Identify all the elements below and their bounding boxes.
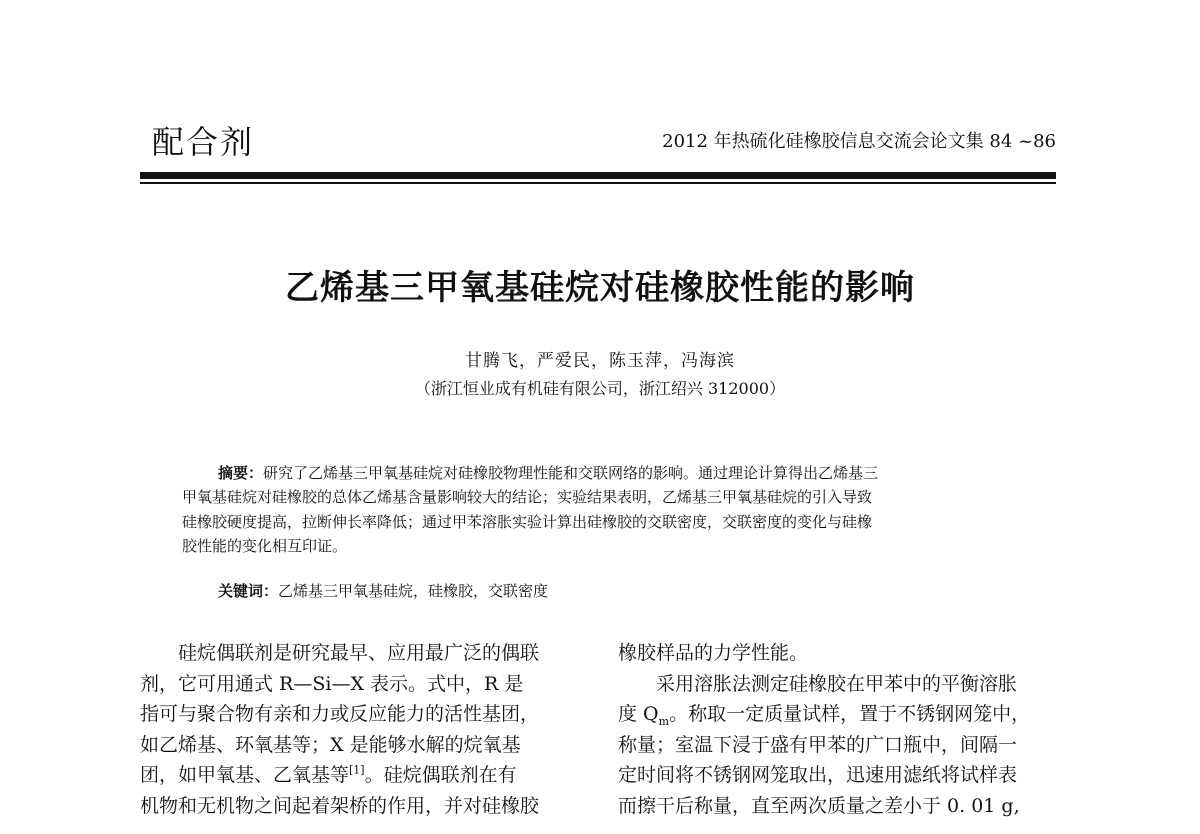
body-line: 称量；室温下浸于盛有甲苯的广口瓶中，间隔一: [618, 733, 1018, 756]
abstract: [182, 461, 1020, 558]
body-line: 如乙烯基、环氧基等；X 是能够水解的烷氧基: [140, 733, 521, 756]
header-rule-thin: [140, 182, 1056, 184]
abstract-line: [182, 461, 1020, 485]
keywords-text: 乙烯基三甲氧基硅烷，硅橡胶，交联密度: [278, 582, 549, 600]
body-column-left: [140, 638, 580, 821]
journal-citation: 2012 年热硫化硅橡胶信息交流会论文集 84 ~86: [662, 131, 1056, 152]
body-line: [140, 760, 580, 791]
abstract-text: 研究了乙烯基三甲氧基硅烷对硅橡胶物理性能和交联网络的影响。通过理论计算得出乙烯基三: [263, 464, 879, 482]
body-line: 指可与聚合物有亲和力或反应能力的活性基团，: [140, 703, 540, 725]
body-text: 度 Q: [618, 703, 659, 725]
citation-ref: [1]: [349, 763, 365, 777]
body-line: 采用溶胀法测定硅橡胶在甲苯中的平衡溶胀: [656, 672, 1018, 695]
body-line: 硅烷偶联剂是研究最早、应用最广泛的偶联: [178, 642, 540, 664]
abstract-line: 甲氧基硅烷对硅橡胶的总体乙烯基含量影响较大的结论；实验结果表明，乙烯基三甲氧基硅烷的引入导致: [182, 488, 873, 507]
keywords: [218, 579, 548, 603]
header-rule-thick: [140, 172, 1056, 179]
body-line: 而擦干后称量，直至两次质量之差小于 0. 01 g,: [618, 794, 1020, 817]
body-text: 。称取一定质量试样，置于不锈钢网笼中，: [669, 703, 1031, 725]
body-line: 机物和无机物之间起着架桥的作用，并对硅橡胶: [140, 794, 540, 817]
body-column-right: [618, 638, 1058, 821]
body-line: 橡胶样品的力学性能。: [618, 642, 809, 664]
body-line: [618, 699, 1058, 730]
body-line: 定时间将不锈钢网笼取出，迅速用滤纸将试样表: [618, 764, 1018, 786]
abstract-label: 摘要：: [218, 464, 264, 482]
subscript: m: [658, 714, 670, 728]
body-text: 。硅烷偶联剂在有: [364, 764, 517, 786]
abstract-line: 胶性能的变化相互印证。: [182, 536, 348, 555]
keywords-label: 关键词：: [218, 582, 279, 600]
authors: 甘腾飞，严爱民，陈玉萍，冯海滨: [465, 351, 735, 371]
article-title: 乙烯基三甲氧基硅烷对硅橡胶性能的影响: [285, 268, 915, 308]
section-tag: 配合剂: [152, 123, 255, 161]
body-text: 团，如甲氧基、乙氧基等: [140, 764, 350, 786]
body-line: 剂，它可用通式 R—Si—X 表示。式中，R 是: [140, 672, 524, 695]
affiliation: （浙江恒业成有机硅有限公司，浙江绍兴 312000）: [414, 379, 786, 398]
abstract-line: 硅橡胶硬度提高，拉断伸长率降低；通过甲苯溶胀实验计算出硅橡胶的交联密度，交联密度的变化与硅橡: [182, 512, 873, 531]
